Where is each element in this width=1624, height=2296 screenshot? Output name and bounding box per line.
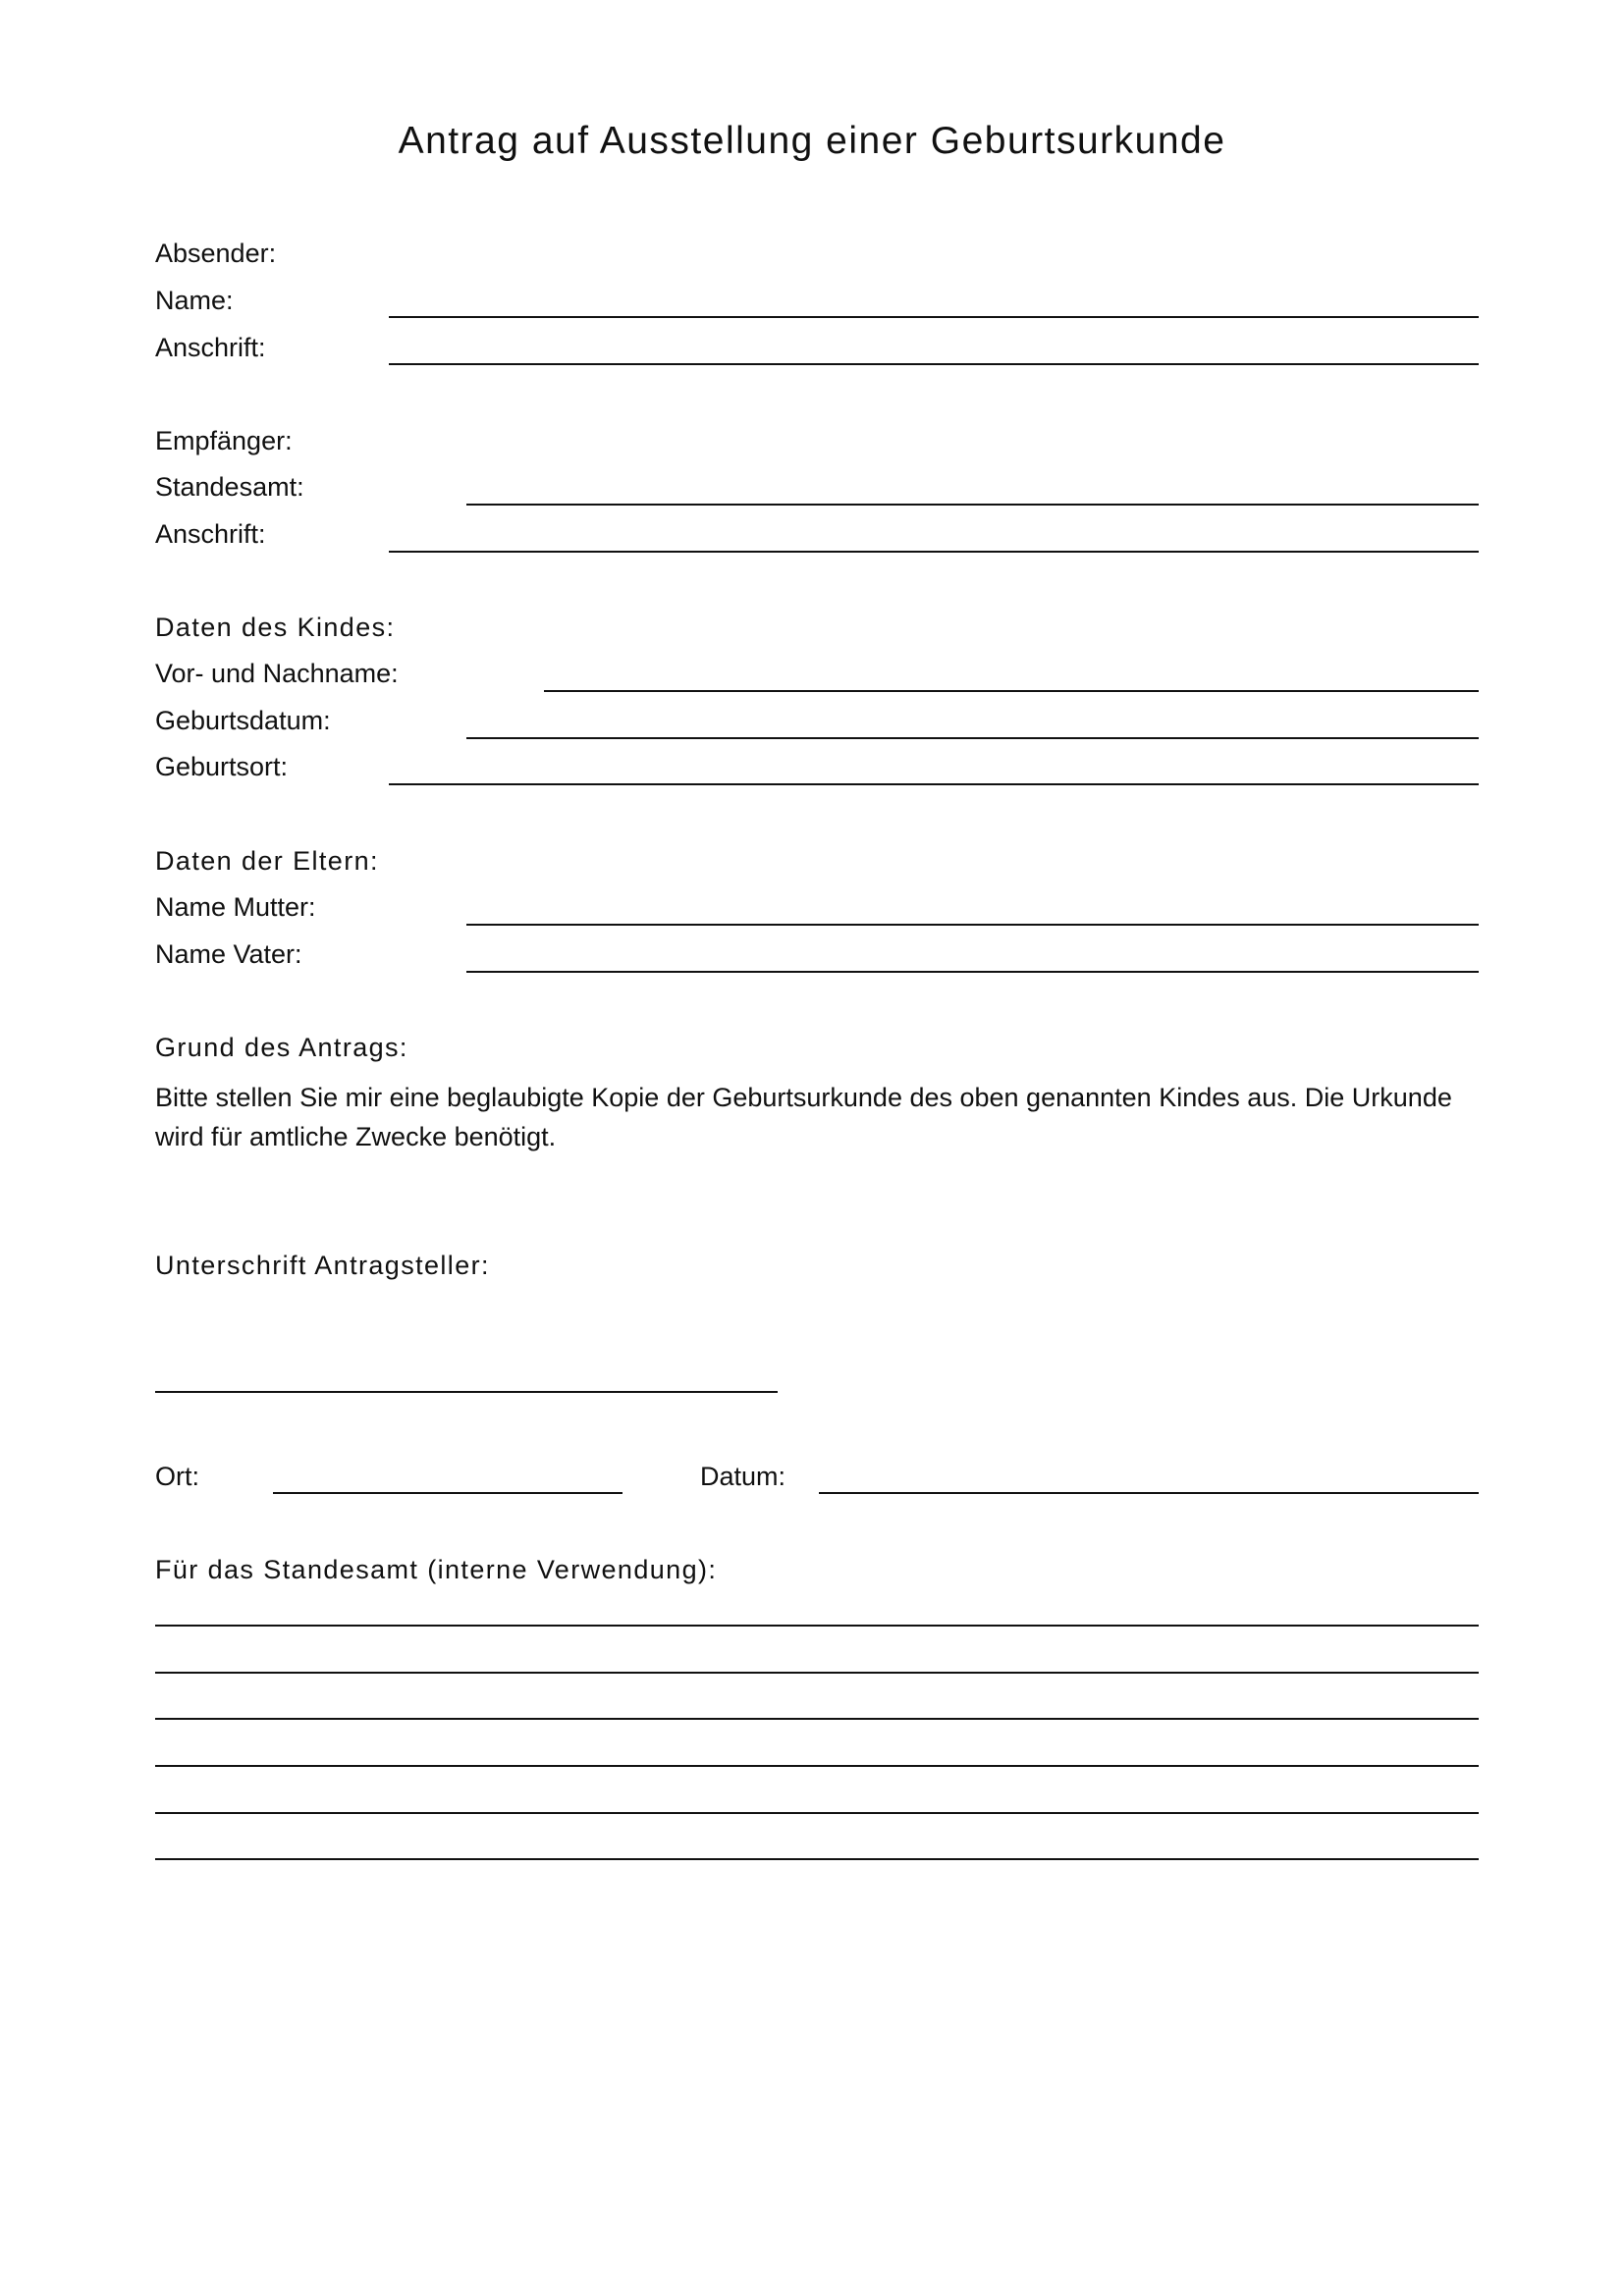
sender-address-line[interactable] [389, 363, 1479, 365]
sender-name-label: Name: [155, 286, 234, 315]
mother-name-line[interactable] [466, 924, 1479, 926]
place-line[interactable] [273, 1492, 623, 1494]
recipient-address-label: Anschrift: [155, 519, 266, 549]
child-heading: Daten des Kindes: [155, 613, 396, 642]
child-fullname-label: Vor- und Nachname: [155, 659, 399, 688]
child-birthplace-label: Geburtsort: [155, 752, 289, 781]
form-title: Antrag auf Ausstellung einer Geburtsurkunde [398, 120, 1226, 162]
child-birthdate-label: Geburtsdatum: [155, 706, 331, 735]
recipient-heading: Empfänger: [155, 426, 293, 455]
signature-line[interactable] [155, 1391, 778, 1393]
reason-heading: Grund des Antrags: [155, 1033, 408, 1062]
child-birthdate-line[interactable] [466, 737, 1479, 739]
reason-text: Bitte stellen Sie mir eine beglaubigte Kopie der Geburtsurkunde des oben genannten Kindes aus. Die Urkunde wird für amtliche Zwecke benötigt. [155, 1083, 1452, 1151]
office-use-heading: Für das Standesamt (interne Verwendung): [155, 1555, 718, 1584]
office-use-line[interactable] [155, 1858, 1479, 1860]
recipient-office-line[interactable] [466, 504, 1479, 506]
father-name-label: Name Vater: [155, 939, 302, 969]
office-use-line[interactable] [155, 1765, 1479, 1767]
mother-name-label: Name Mutter: [155, 892, 316, 922]
sender-name-line[interactable] [389, 316, 1479, 318]
recipient-address-line[interactable] [389, 551, 1479, 553]
place-label: Ort: [155, 1462, 199, 1491]
office-use-line[interactable] [155, 1625, 1479, 1627]
child-birthplace-line[interactable] [389, 783, 1479, 785]
office-use-line[interactable] [155, 1672, 1479, 1674]
parents-heading: Daten der Eltern: [155, 846, 379, 876]
recipient-office-label: Standesamt: [155, 472, 304, 502]
office-use-line[interactable] [155, 1718, 1479, 1720]
child-fullname-line[interactable] [544, 690, 1479, 692]
date-label: Datum: [700, 1462, 786, 1491]
father-name-line[interactable] [466, 971, 1479, 973]
date-line[interactable] [819, 1492, 1479, 1494]
office-use-line[interactable] [155, 1812, 1479, 1814]
signature-heading: Unterschrift Antragsteller: [155, 1251, 490, 1280]
sender-heading: Absender: [155, 239, 277, 268]
sender-address-label: Anschrift: [155, 333, 266, 362]
